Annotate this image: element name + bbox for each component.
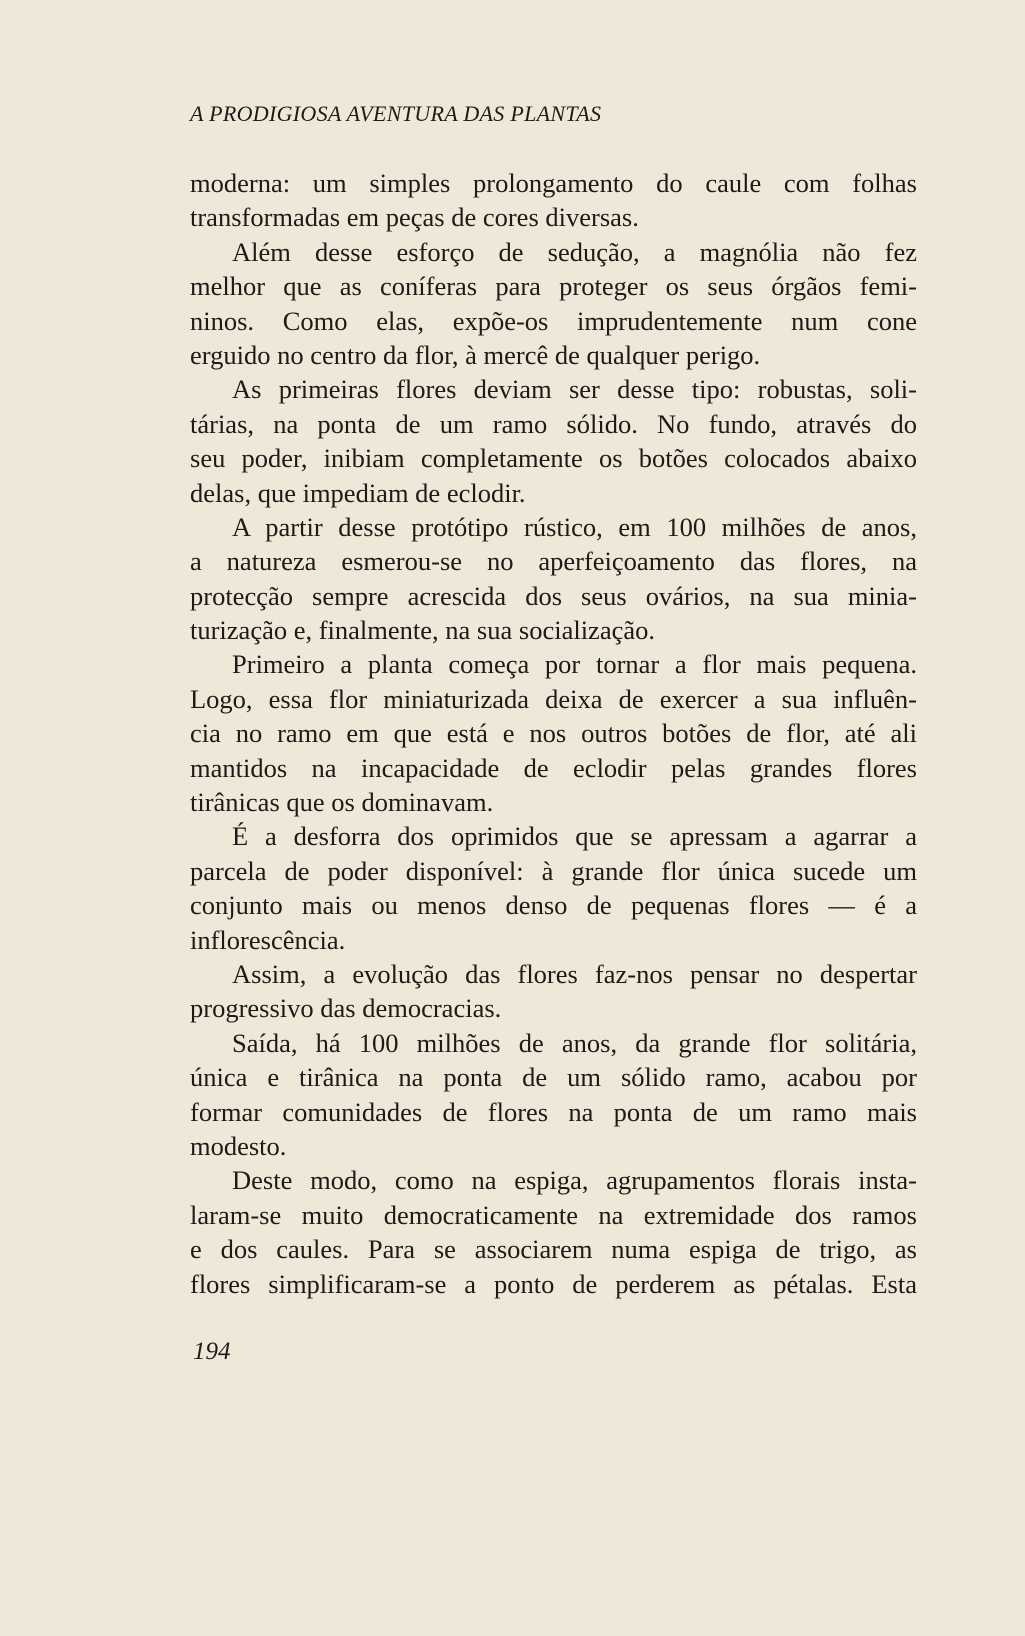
text-line: e dos caules. Para se associarem numa espiga de trigo, as <box>190 1234 917 1265</box>
text-line: laram-se muito democraticamente na extremidade dos ramos <box>190 1199 917 1230</box>
text-line: melhor que as coníferas para proteger os seus órgãos femi- <box>190 271 917 302</box>
text-line: É a desforra dos oprimidos que se apressam a agarrar a <box>232 821 917 852</box>
text-line: parcela de poder disponível: à grande flor única sucede um <box>190 855 917 886</box>
text-line: Assim, a evolução das flores faz-nos pensar no despertar <box>232 958 917 989</box>
text-line: moderna: um simples prolongamento do caule com folhas <box>190 168 917 198</box>
text-line: única e tirânica na ponta de um sólido ramo, acabou por <box>190 1062 917 1093</box>
text-line: erguido no centro da flor, à mercê de qualquer perigo. <box>190 339 761 370</box>
text-line: ninos. Como elas, expõe-os imprudentemente num cone <box>190 305 917 336</box>
text-line: Primeiro a planta começa por tornar a flor mais pequena. <box>232 649 917 680</box>
text-line: cia no ramo em que está e nos outros botões de flor, até ali <box>190 718 917 749</box>
text-line: progressivo das democracias. <box>190 993 502 1024</box>
text-line: a natureza esmerou-se no aperfeiçoamento das flores, na <box>190 546 917 577</box>
text-line: A partir desse protótipo rústico, em 100 milhões de anos, <box>232 511 917 542</box>
text-line: flores simplificaram-se a ponto de perderem as pétalas. Esta <box>190 1268 917 1299</box>
text-line: conjunto mais ou menos denso de pequenas flores — é a <box>190 890 917 921</box>
paragraph <box>190 372 917 510</box>
text-line: inflorescência. <box>190 924 346 955</box>
text-line: As primeiras flores deviam ser desse tipo: robustas, soli- <box>232 374 917 405</box>
text-line: transformadas em peças de cores diversas. <box>190 202 639 233</box>
text-line: seu poder, inibiam completamente os botões colocados abaixo <box>190 443 917 474</box>
body-text <box>190 166 917 1301</box>
text-line: tirânicas que os dominavam. <box>190 787 494 818</box>
text-line: Logo, essa flor miniaturizada deixa de exercer a sua influên- <box>190 683 917 714</box>
paragraph <box>190 819 917 957</box>
paragraph <box>190 1026 917 1164</box>
text-line: mantidos na incapacidade de eclodir pelas grandes flores <box>190 752 917 783</box>
text-line: Saída, há 100 milhões de anos, da grande flor solitária, <box>232 1027 917 1058</box>
text-line: turização e, finalmente, na sua socialização. <box>190 615 655 646</box>
text-line: Além desse esforço de sedução, a magnólia não fez <box>232 236 917 267</box>
running-header: A PRODIGIOSA AVENTURA DAS PLANTAS <box>190 101 602 126</box>
text-line: modesto. <box>190 1130 287 1161</box>
paragraph <box>190 957 917 1026</box>
paragraph <box>190 510 917 648</box>
text-line: protecção sempre acrescida dos seus ovários, na sua minia- <box>190 580 917 611</box>
text-line: delas, que impediam de eclodir. <box>190 477 526 508</box>
paragraph <box>190 166 917 235</box>
page-number: 194 <box>193 1338 231 1365</box>
text-line: tárias, na ponta de um ramo sólido. No fundo, através do <box>190 408 917 439</box>
paragraph <box>190 1163 917 1301</box>
text-line: formar comunidades de flores na ponta de um ramo mais <box>190 1096 917 1127</box>
text-line: Deste modo, como na espiga, agrupamentos florais insta- <box>232 1165 917 1196</box>
paragraph <box>190 647 917 819</box>
paragraph <box>190 235 917 373</box>
